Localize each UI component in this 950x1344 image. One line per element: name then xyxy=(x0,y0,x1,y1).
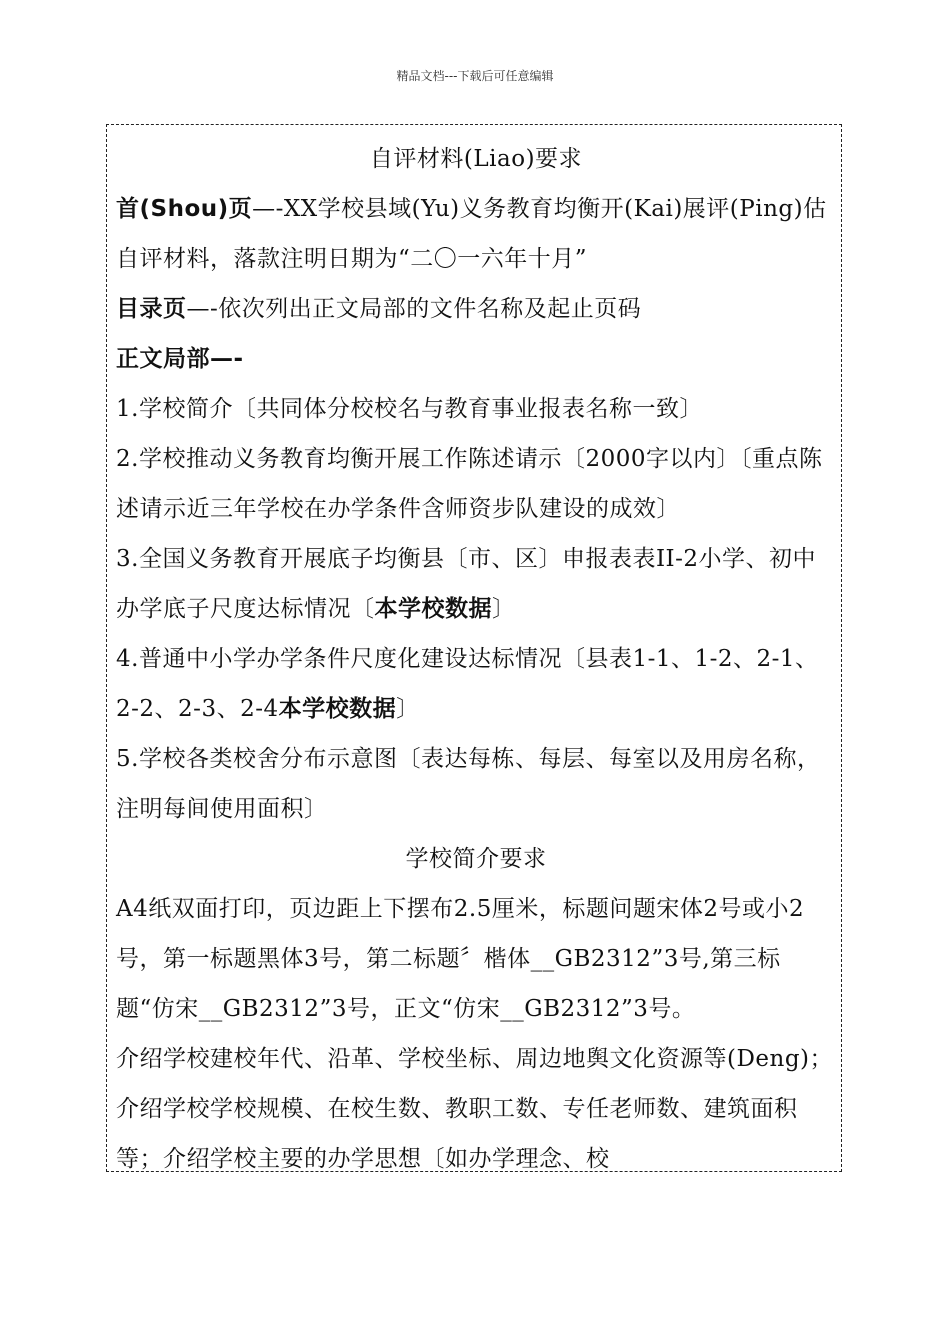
home-page-paragraph xyxy=(116,184,836,284)
home-page-label: 首(Shou)页 xyxy=(116,196,253,222)
toc-label: 目录页 xyxy=(116,296,187,322)
page-header: 精品文档---下载后可任意编辑 xyxy=(396,69,554,83)
toc-paragraph xyxy=(116,284,836,334)
section-title-school-intro: 学校简介要求 xyxy=(405,846,547,872)
list-item-bold: 本学校数据 xyxy=(374,596,492,622)
list-item-text: 1.学校简介〔共同体分校校名与教育事业报表名称一致〕 xyxy=(116,396,703,422)
document-content xyxy=(116,134,836,1184)
format-paragraph: A4纸双面打印，页边距上下摆布2.5厘米，标题问题宋体2号或小2号，第一标题黑体3号，第二标题〞楷体__GB2312”3号,第三标题“仿宋__GB2312”3号，正文“仿宋__GB2312”3号。 xyxy=(116,896,805,1022)
list-item-3 xyxy=(116,534,836,634)
intro-paragraph: 介绍学校建校年代、沿革、学校坐标、周边地舆文化资源等(Deng)；介绍学校学校规模、在校生数、教职工数、专任老师数、建筑面积等；介绍学校主要的办学思想〔如办学理念、校 xyxy=(116,1046,834,1172)
toc-text: —-依次列出正文局部的文件名称及起止页码 xyxy=(186,296,642,322)
list-item-text: 4.普通中小学办学条件尺度化建设达标情况〔县表1-1、1-2、2-1、2-2、2-3、2-4 xyxy=(116,646,819,722)
section-title-requirements: 自评材料(Liao)要求 xyxy=(369,146,583,172)
list-item-1 xyxy=(116,384,836,434)
home-page-text: —-XX学校县域(Yu)义务教育均衡开(Kai)展评(Ping)估自评材料，落款注明日期为“二〇一六年十月” xyxy=(116,196,827,272)
list-item-tail: 〕 xyxy=(396,696,420,722)
list-item-2 xyxy=(116,434,836,534)
list-item-4 xyxy=(116,634,836,734)
list-item-text: 2.学校推动义务教育均衡开展工作陈述请示〔2000字以内〕〔重点陈述请示近三年学校在办学条件含师资步队建设的成效〕 xyxy=(116,446,823,522)
body-section-label: 正文局部—- xyxy=(116,346,244,372)
list-item-5 xyxy=(116,734,836,834)
list-item-tail: 〕 xyxy=(492,596,516,622)
list-item-bold: 本学校数据 xyxy=(278,696,397,722)
list-item-text: 5.学校各类校舍分布示意图〔表达每栋、每层、每室以及用房名称，注明每间使用面积〕 xyxy=(116,746,821,822)
list-item-text: 3.全国义务教育开展底子均衡县〔市、区〕申报表表II-2小学、初中办学底子尺度达标情况〔 xyxy=(116,546,817,622)
